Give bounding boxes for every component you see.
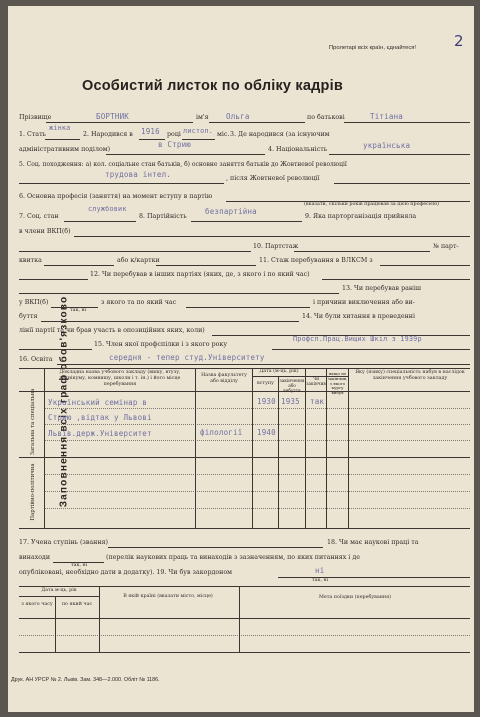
col-entered-header: вступу: [257, 381, 274, 386]
page-number: 2: [454, 32, 464, 50]
name-value: Ольга: [226, 112, 250, 121]
dates-header: Дата м-ць, рік: [41, 588, 77, 593]
tam-ni-2: так, ні: [71, 563, 88, 568]
parents-occupation-value: трудова інтел.: [105, 170, 172, 179]
birthplace-value: в Стрию: [158, 140, 192, 149]
col-specialty-header: Яку (язику) спеціальність набув в наслідок закінчення учбового закладу: [355, 370, 465, 381]
departure-label: буття: [19, 313, 38, 320]
birth-label: 2. Народився в: [83, 131, 133, 138]
education-value: середня - тепер студ.Університету: [109, 353, 265, 362]
education-label: 16. Освіта: [19, 356, 53, 363]
institution-cell: Український семінар в: [48, 398, 148, 407]
month-label: міс.: [217, 131, 230, 138]
vkp-member-label: в члени ВКП(б): [19, 228, 71, 235]
patronymic-label: по батькові: [307, 114, 345, 121]
expulsion-label: і причини виключення або ви-: [313, 299, 415, 306]
works-list-label: (перелік наукових праць та винаходів з зазначенням, по яких питаннях і де: [106, 554, 360, 561]
or-card-label: або к/картки: [117, 257, 160, 264]
party-value: безпартійна: [205, 207, 257, 216]
sidebar-vertical-text: Заповнення всіх граф обов'язково: [58, 295, 70, 508]
admin-division-label: адміністративним поділом): [19, 146, 111, 153]
card-number-label: № парт-: [433, 243, 459, 250]
other-parties-label: 12. Чи перебував в інших партіях (яких, де, з якого і по який час): [90, 271, 310, 278]
nationality-value: українська: [363, 141, 411, 150]
col-dates-header: Дата (м-ць, рік): [259, 369, 299, 374]
name-label: ім'я: [196, 114, 209, 121]
col-faculty-header: Назва факультету або відділу: [201, 373, 247, 384]
surname-label: Прізвище: [19, 114, 52, 121]
nationality-label: 4. Національність: [268, 146, 328, 153]
page-title: Особистий листок по обліку кадрів: [82, 78, 343, 94]
entered-cell: 1930: [257, 397, 276, 406]
trade-union-label: 15. Член якої профспілки і з якого року: [94, 341, 228, 348]
trade-union-value: Профсп.Прац.Вищих Шкіл з 1939р: [293, 335, 422, 343]
published-label: опубліковані, необхідно дати в додатку). 19. Чи був закордоном: [19, 569, 233, 576]
abroad-value: ні: [315, 566, 325, 575]
sex-label: 1. Стать: [19, 131, 46, 138]
profession-label: 6. Основна професія (заняття) на момент вступу в партію: [19, 193, 213, 200]
scientific-works-label: 18. Чи має наукові праці та: [327, 539, 419, 546]
social-status-value: службовик: [88, 205, 127, 213]
to-header: по який час: [61, 602, 93, 607]
social-status-label: 7. Соц. стан: [19, 213, 59, 220]
row-general-label: Загальна та спеціальна: [30, 388, 36, 456]
birth-month-value: листоп.: [183, 127, 214, 135]
country-header: В якій країні (вказати місто, місце): [123, 594, 213, 599]
entered-cell: 1940: [257, 428, 276, 437]
col-finished-header: закінчення або вибуття: [279, 378, 305, 394]
tam-ni-3: так, ні: [312, 578, 329, 583]
purpose-header: Мета поїздки (перебування): [318, 595, 392, 600]
col-not-finished-header: якщо не закінчив, з якого курсу вибув: [327, 371, 348, 396]
party-org-label: 9. Яка парторганізація прийняла: [305, 213, 417, 220]
faculty-cell: філології: [200, 428, 243, 437]
profession-note: (вказати, скільки років працював за цією професією): [304, 202, 440, 207]
surname-value: БОРТНИК: [96, 112, 130, 121]
graduated-cell: так: [310, 397, 325, 406]
party-tenure-label: 10. Партстаж: [253, 243, 299, 250]
patronymic-value: Тітіана: [370, 112, 404, 121]
in-vkp-label: у ВКП(б): [19, 299, 49, 306]
institution-cell: Стрию ,відтак у Львові: [48, 413, 152, 422]
hesitations-label: 14. Чи були хитання в проведенні: [302, 313, 415, 320]
since-when-label: з якого та по який час: [101, 299, 177, 306]
tam-ni-1: так, ні: [70, 308, 87, 313]
earlier-vkp-label: 13. Чи перебував раніш: [342, 285, 421, 292]
finished-cell: 1935: [281, 397, 300, 406]
birth-year-value: 1916: [141, 127, 160, 136]
sex-value: жінка: [49, 124, 71, 132]
institution-cell: Львів.держ.Університет: [48, 429, 152, 438]
party-line-label: лінії партії та чи брав участь в опозиційних яких, коли): [19, 327, 205, 334]
ticket-label: квитка: [19, 257, 42, 264]
inventions-label: винаходи: [19, 554, 51, 561]
year-label: році: [167, 131, 181, 138]
party-label: 8. Партійність: [139, 213, 187, 220]
birthplace-label: 3. Де народився (за існуючим: [230, 131, 330, 138]
social-origin-label: 5. Соц. походження: а) кол. соціальне стан батьків, б) основне заняття батьків до Жовтневої революції: [19, 161, 347, 168]
degree-label: 17. Учена ступінь (звання): [19, 539, 108, 546]
after-revolution-label: , після Жовтневої революції: [226, 175, 320, 182]
col-graduated-header: Чи закінчив: [306, 376, 326, 387]
row-party-label: Партійно-політична: [30, 463, 36, 521]
form-sheet: [8, 6, 474, 712]
from-header: з якого часу: [21, 602, 53, 607]
footer-imprint: Друк. АН УРСР № 2. Львів. Зам. 348—2.000. Обліт № 1186.: [11, 677, 160, 683]
komsomol-label: 11. Стаж перебування в ВЛКСМ з: [259, 257, 373, 264]
slogan: Пролетарі всіх країн, єднайтеся!: [329, 45, 417, 51]
col-institution-header: Докладна назва учбового закладу (вишу, втузу, технікуму, комвишу, школи і т. ін.) і його місце перебування: [59, 370, 181, 387]
